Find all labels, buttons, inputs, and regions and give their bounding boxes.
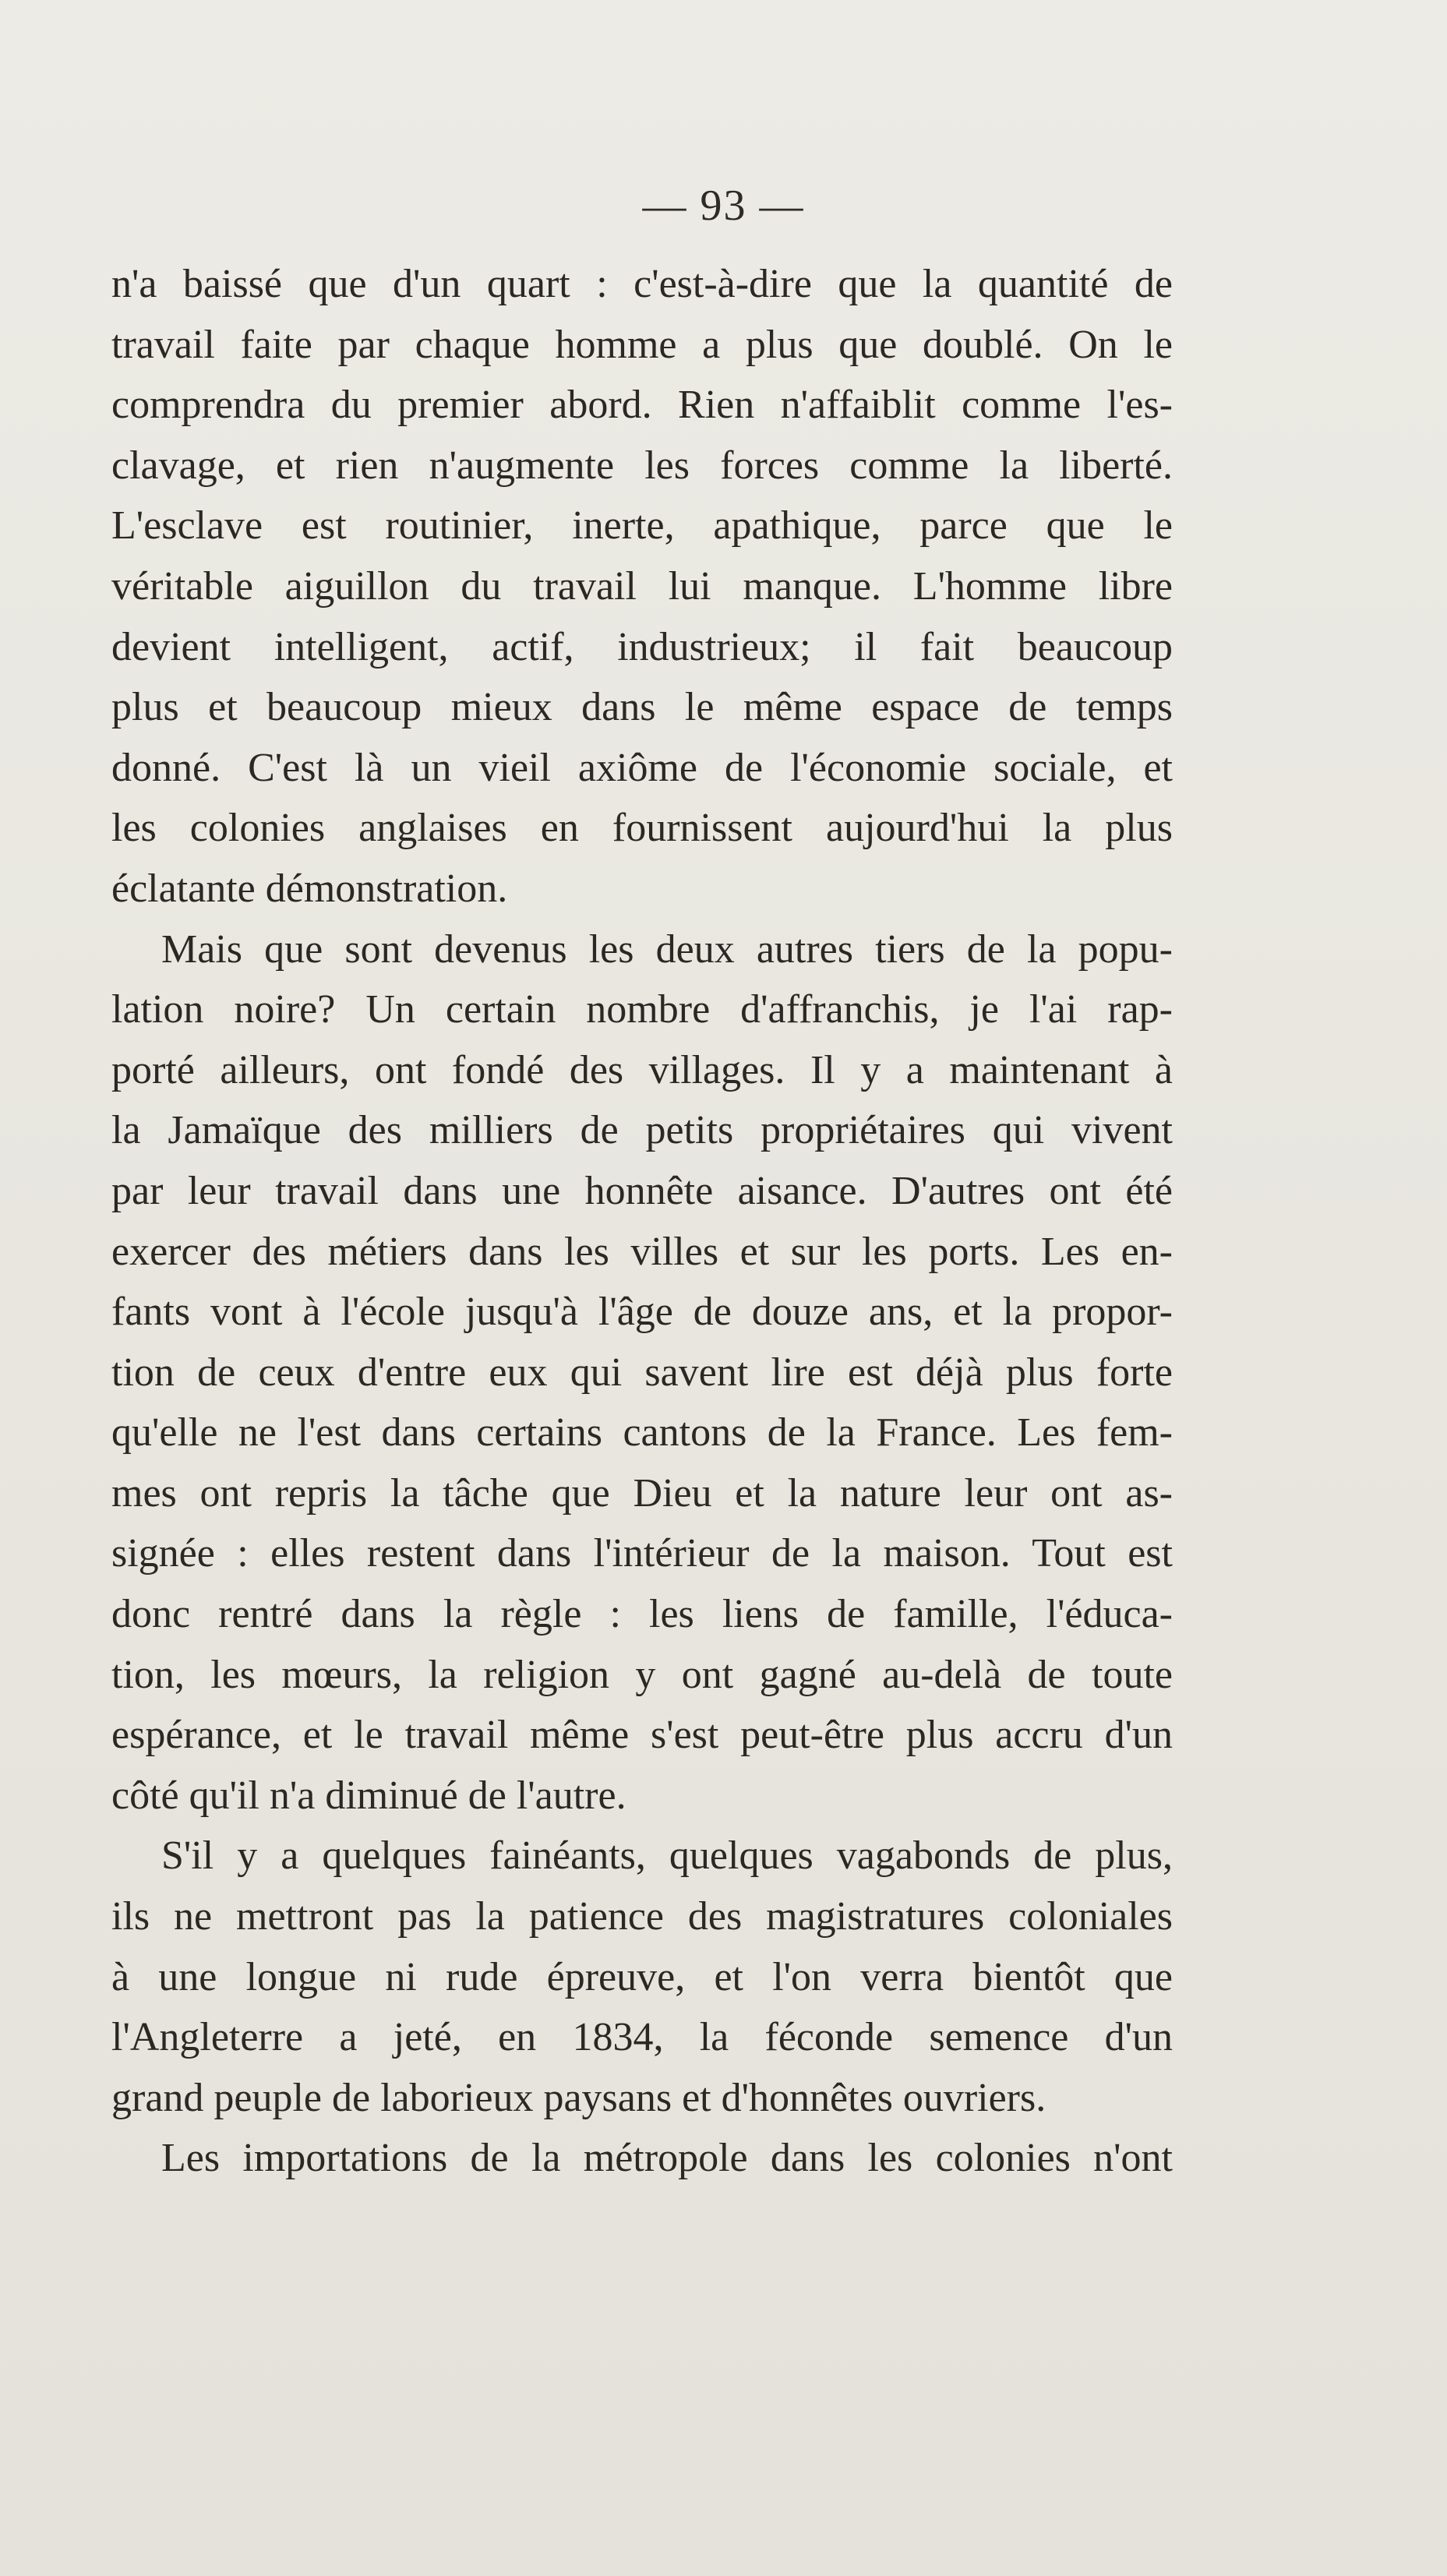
text-line: donné. C'est là un vieil axiôme de l'économie sociale, et	[111, 745, 1173, 790]
text-line: L'esclave est routinier, inerte, apathique, parce que le	[111, 503, 1173, 549]
text-line: grand peuple de laborieux paysans et d'honnêtes ouvriers.	[111, 2075, 1046, 2120]
page-number: — 93 —	[642, 182, 805, 230]
text-line: devient intelligent, actif, industrieux; il fait beaucoup	[111, 624, 1173, 669]
text-line: clavage, et rien n'augmente les forces comme la liberté.	[111, 443, 1173, 488]
text-line: S'il y a quelques fainéants, quelques vagabonds de plus,	[161, 1833, 1173, 1879]
text-line: les colonies anglaises en fournissent aujourd'hui la plus	[111, 806, 1173, 851]
text-line: lation noire? Un certain nombre d'affranchis, je l'ai rap-	[111, 987, 1173, 1032]
text-line: plus et beaucoup mieux dans le même espace de temps	[111, 685, 1173, 730]
text-line: à une longue ni rude épreuve, et l'on verra bientôt que	[111, 1954, 1173, 1999]
text-line: par leur travail dans une honnête aisance. D'autres ont été	[111, 1168, 1173, 1213]
text-line: l'Angleterre a jeté, en 1834, la féconde semence d'un	[111, 2015, 1173, 2060]
text-line: travail faite par chaque homme a plus que doublé. On le	[111, 322, 1173, 367]
text-line: Les importations de la métropole dans les colonies n'ont	[161, 2136, 1173, 2181]
text-line: qu'elle ne l'est dans certains cantons de la France. Les fem-	[111, 1410, 1173, 1456]
body-text	[111, 254, 1173, 2189]
paragraph-1	[111, 254, 1173, 919]
text-line: Mais que sont devenus les deux autres tiers de la popu-	[161, 926, 1173, 972]
text-line: espérance, et le travail même s'est peut-être plus accru d'un	[111, 1713, 1173, 1758]
text-line: mes ont repris la tâche que Dieu et la nature leur ont as-	[111, 1470, 1173, 1516]
text-line: fants vont à l'école jusqu'à l'âge de douze ans, et la propor-	[111, 1290, 1173, 1335]
text-line: porté ailleurs, ont fondé des villages. Il y a maintenant à	[111, 1047, 1173, 1092]
paragraph-2	[111, 919, 1173, 1826]
text-line: côté qu'il n'a diminué de l'autre.	[111, 1773, 626, 1818]
text-line: comprendra du premier abord. Rien n'affaiblit comme l'es-	[111, 383, 1173, 428]
text-line: signée : elles restent dans l'intérieur de la maison. Tout est	[111, 1531, 1173, 1576]
text-line: ils ne mettront pas la patience des magistratures coloniales	[111, 1894, 1173, 1939]
text-line: la Jamaïque des milliers de petits propriétaires qui vivent	[111, 1108, 1173, 1153]
text-line: n'a baissé que d'un quart : c'est-à-dire que la quantité de	[111, 262, 1173, 306]
text-line: tion, les mœurs, la religion y ont gagné au-delà de toute	[111, 1652, 1173, 1697]
text-line: exercer des métiers dans les villes et sur les ports. Les en-	[111, 1229, 1173, 1274]
text-line: tion de ceux d'entre eux qui savent lire est déjà plus forte	[111, 1350, 1173, 1395]
text-line: véritable aiguillon du travail lui manque. L'homme libre	[111, 563, 1173, 609]
paragraph-4	[111, 2128, 1173, 2189]
paragraph-3	[111, 1826, 1173, 2128]
text-line: éclatante démonstration.	[111, 866, 508, 911]
text-line: donc rentré dans la règle : les liens de famille, l'éduca-	[111, 1592, 1173, 1637]
